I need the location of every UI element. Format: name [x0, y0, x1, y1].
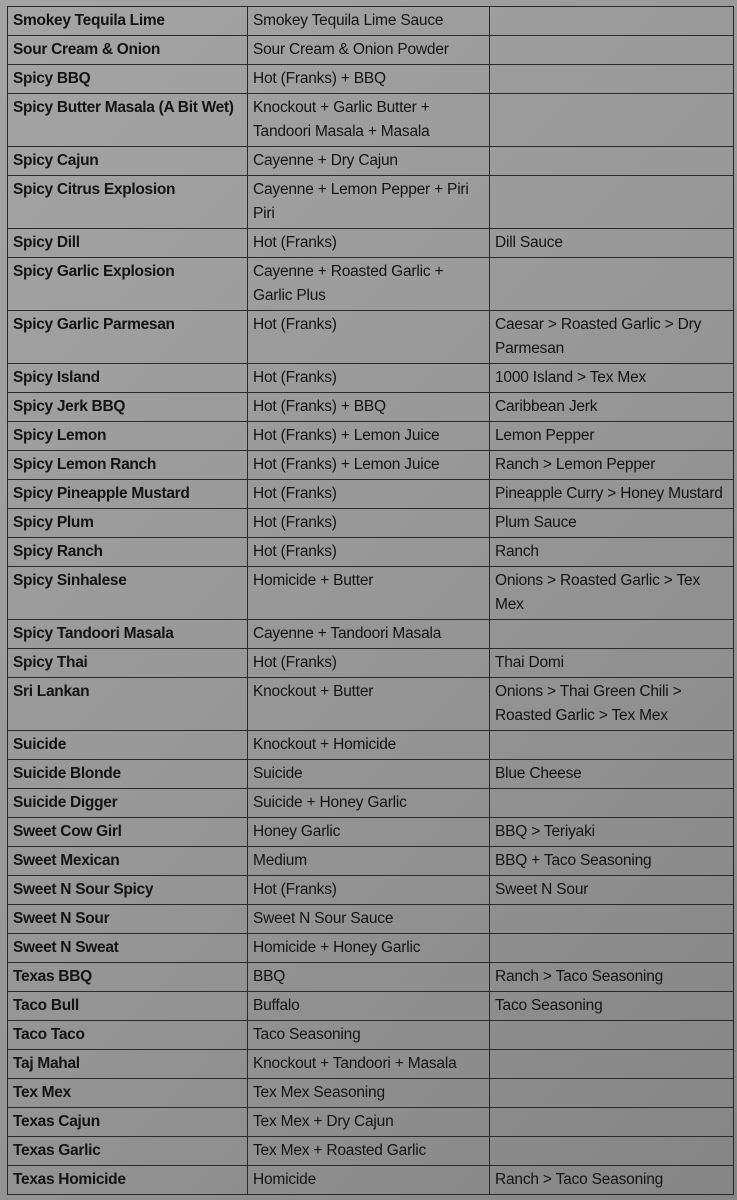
base-sauce-cell: Hot (Franks) + Lemon Juice: [248, 451, 490, 480]
flavour-name-cell: Spicy Ranch: [8, 538, 248, 567]
topping-cell: BBQ > Teriyaki: [490, 818, 734, 847]
base-sauce-cell: Knockout + Butter: [248, 678, 490, 731]
base-sauce-cell: Taco Seasoning: [248, 1021, 490, 1050]
topping-cell: [490, 176, 734, 229]
table-row: [8, 992, 734, 1021]
table-row: [8, 364, 734, 393]
flavour-name-cell: Spicy Cajun: [8, 147, 248, 176]
table-row: [8, 905, 734, 934]
base-sauce-cell: Tex Mex + Dry Cajun: [248, 1108, 490, 1137]
table-row: [8, 94, 734, 147]
table-row: [8, 65, 734, 94]
topping-cell: Lemon Pepper: [490, 422, 734, 451]
flavour-table-body: [8, 7, 734, 1195]
base-sauce-cell: Hot (Franks): [248, 364, 490, 393]
flavour-name-cell: Spicy Plum: [8, 509, 248, 538]
flavour-name-cell: Suicide Blonde: [8, 760, 248, 789]
table-row: [8, 567, 734, 620]
flavour-name-cell: Spicy Sinhalese: [8, 567, 248, 620]
base-sauce-cell: Sweet N Sour Sauce: [248, 905, 490, 934]
flavour-name-cell: Spicy Garlic Parmesan: [8, 311, 248, 364]
base-sauce-cell: Tex Mex Seasoning: [248, 1079, 490, 1108]
topping-cell: [490, 1137, 734, 1166]
base-sauce-cell: Cayenne + Tandoori Masala: [248, 620, 490, 649]
base-sauce-cell: Suicide: [248, 760, 490, 789]
flavour-name-cell: Spicy Lemon Ranch: [8, 451, 248, 480]
topping-cell: Blue Cheese: [490, 760, 734, 789]
topping-cell: Dill Sauce: [490, 229, 734, 258]
table-row: [8, 451, 734, 480]
base-sauce-cell: Tex Mex + Roasted Garlic: [248, 1137, 490, 1166]
base-sauce-cell: Homicide + Honey Garlic: [248, 934, 490, 963]
table-row: [8, 538, 734, 567]
table-row: [8, 847, 734, 876]
flavour-name-cell: Spicy Pineapple Mustard: [8, 480, 248, 509]
flavour-name-cell: Tex Mex: [8, 1079, 248, 1108]
table-row: [8, 480, 734, 509]
flavour-name-cell: Sweet Cow Girl: [8, 818, 248, 847]
topping-cell: [490, 905, 734, 934]
topping-cell: [490, 1108, 734, 1137]
base-sauce-cell: Hot (Franks): [248, 876, 490, 905]
table-row: [8, 229, 734, 258]
table-row: [8, 258, 734, 311]
flavour-name-cell: Sri Lankan: [8, 678, 248, 731]
table-row: [8, 1021, 734, 1050]
flavour-name-cell: Sweet N Sour: [8, 905, 248, 934]
topping-cell: [490, 147, 734, 176]
flavour-name-cell: Sweet N Sour Spicy: [8, 876, 248, 905]
flavour-name-cell: Spicy Thai: [8, 649, 248, 678]
base-sauce-cell: Cayenne + Lemon Pepper + Piri Piri: [248, 176, 490, 229]
table-row: [8, 422, 734, 451]
base-sauce-cell: Smokey Tequila Lime Sauce: [248, 7, 490, 36]
table-row: [8, 731, 734, 760]
table-row: [8, 934, 734, 963]
topping-cell: Ranch > Taco Seasoning: [490, 963, 734, 992]
base-sauce-cell: Knockout + Garlic Butter + Tandoori Masala + Masala: [248, 94, 490, 147]
flavour-name-cell: Texas Garlic: [8, 1137, 248, 1166]
base-sauce-cell: Sour Cream & Onion Powder: [248, 36, 490, 65]
flavour-table: [7, 6, 734, 1195]
topping-cell: Taco Seasoning: [490, 992, 734, 1021]
table-row: [8, 1137, 734, 1166]
topping-cell: 1000 Island > Tex Mex: [490, 364, 734, 393]
flavour-name-cell: Spicy Lemon: [8, 422, 248, 451]
table-row: [8, 36, 734, 65]
topping-cell: Caesar > Roasted Garlic > Dry Parmesan: [490, 311, 734, 364]
flavour-name-cell: Sweet Mexican: [8, 847, 248, 876]
topping-cell: [490, 1079, 734, 1108]
base-sauce-cell: Hot (Franks): [248, 538, 490, 567]
base-sauce-cell: Cayenne + Dry Cajun: [248, 147, 490, 176]
topping-cell: Ranch > Lemon Pepper: [490, 451, 734, 480]
topping-cell: [490, 620, 734, 649]
table-row: [8, 876, 734, 905]
base-sauce-cell: Hot (Franks): [248, 311, 490, 364]
flavour-name-cell: Spicy Butter Masala (A Bit Wet): [8, 94, 248, 147]
base-sauce-cell: Hot (Franks): [248, 480, 490, 509]
table-row: [8, 678, 734, 731]
table-row: [8, 147, 734, 176]
table-row: [8, 176, 734, 229]
flavour-name-cell: Sweet N Sweat: [8, 934, 248, 963]
topping-cell: [490, 934, 734, 963]
base-sauce-cell: Hot (Franks) + BBQ: [248, 65, 490, 94]
topping-cell: [490, 789, 734, 818]
table-row: [8, 789, 734, 818]
topping-cell: [490, 258, 734, 311]
topping-cell: Pineapple Curry > Honey Mustard: [490, 480, 734, 509]
flavour-name-cell: Sour Cream & Onion: [8, 36, 248, 65]
base-sauce-cell: Honey Garlic: [248, 818, 490, 847]
table-row: [8, 760, 734, 789]
topping-cell: [490, 94, 734, 147]
table-row: [8, 1166, 734, 1195]
flavour-name-cell: Spicy Jerk BBQ: [8, 393, 248, 422]
topping-cell: [490, 7, 734, 36]
flavour-name-cell: Suicide Digger: [8, 789, 248, 818]
base-sauce-cell: Suicide + Honey Garlic: [248, 789, 490, 818]
flavour-name-cell: Spicy Tandoori Masala: [8, 620, 248, 649]
table-row: [8, 649, 734, 678]
flavour-name-cell: Taco Bull: [8, 992, 248, 1021]
base-sauce-cell: BBQ: [248, 963, 490, 992]
flavour-name-cell: Texas Cajun: [8, 1108, 248, 1137]
flavour-name-cell: Spicy Citrus Explosion: [8, 176, 248, 229]
base-sauce-cell: Hot (Franks): [248, 229, 490, 258]
flavour-name-cell: Spicy Garlic Explosion: [8, 258, 248, 311]
topping-cell: [490, 731, 734, 760]
base-sauce-cell: Hot (Franks) + Lemon Juice: [248, 422, 490, 451]
base-sauce-cell: Hot (Franks): [248, 509, 490, 538]
table-row: [8, 509, 734, 538]
topping-cell: Caribbean Jerk: [490, 393, 734, 422]
flavour-name-cell: Spicy Dill: [8, 229, 248, 258]
topping-cell: Onions > Thai Green Chili > Roasted Garlic > Tex Mex: [490, 678, 734, 731]
table-row: [8, 1108, 734, 1137]
base-sauce-cell: Knockout + Homicide: [248, 731, 490, 760]
topping-cell: Thai Domi: [490, 649, 734, 678]
flavour-name-cell: Taj Mahal: [8, 1050, 248, 1079]
topping-cell: Sweet N Sour: [490, 876, 734, 905]
table-row: [8, 1079, 734, 1108]
table-row: [8, 311, 734, 364]
topping-cell: Plum Sauce: [490, 509, 734, 538]
table-row: [8, 1050, 734, 1079]
base-sauce-cell: Knockout + Tandoori + Masala: [248, 1050, 490, 1079]
table-row: [8, 7, 734, 36]
base-sauce-cell: Hot (Franks): [248, 649, 490, 678]
base-sauce-cell: Homicide: [248, 1166, 490, 1195]
flavour-name-cell: Texas Homicide: [8, 1166, 248, 1195]
topping-cell: Onions > Roasted Garlic > Tex Mex: [490, 567, 734, 620]
base-sauce-cell: Buffalo: [248, 992, 490, 1021]
topping-cell: BBQ + Taco Seasoning: [490, 847, 734, 876]
base-sauce-cell: Cayenne + Roasted Garlic + Garlic Plus: [248, 258, 490, 311]
topping-cell: [490, 1021, 734, 1050]
table-row: [8, 963, 734, 992]
flavour-name-cell: Suicide: [8, 731, 248, 760]
topping-cell: [490, 1050, 734, 1079]
topping-cell: [490, 36, 734, 65]
base-sauce-cell: Medium: [248, 847, 490, 876]
base-sauce-cell: Homicide + Butter: [248, 567, 490, 620]
flavour-name-cell: Smokey Tequila Lime: [8, 7, 248, 36]
flavour-name-cell: Spicy BBQ: [8, 65, 248, 94]
flavour-name-cell: Taco Taco: [8, 1021, 248, 1050]
topping-cell: [490, 65, 734, 94]
topping-cell: Ranch: [490, 538, 734, 567]
base-sauce-cell: Hot (Franks) + BBQ: [248, 393, 490, 422]
flavour-name-cell: Spicy Island: [8, 364, 248, 393]
flavour-name-cell: Texas BBQ: [8, 963, 248, 992]
table-row: [8, 818, 734, 847]
topping-cell: Ranch > Taco Seasoning: [490, 1166, 734, 1195]
table-row: [8, 393, 734, 422]
table-row: [8, 620, 734, 649]
